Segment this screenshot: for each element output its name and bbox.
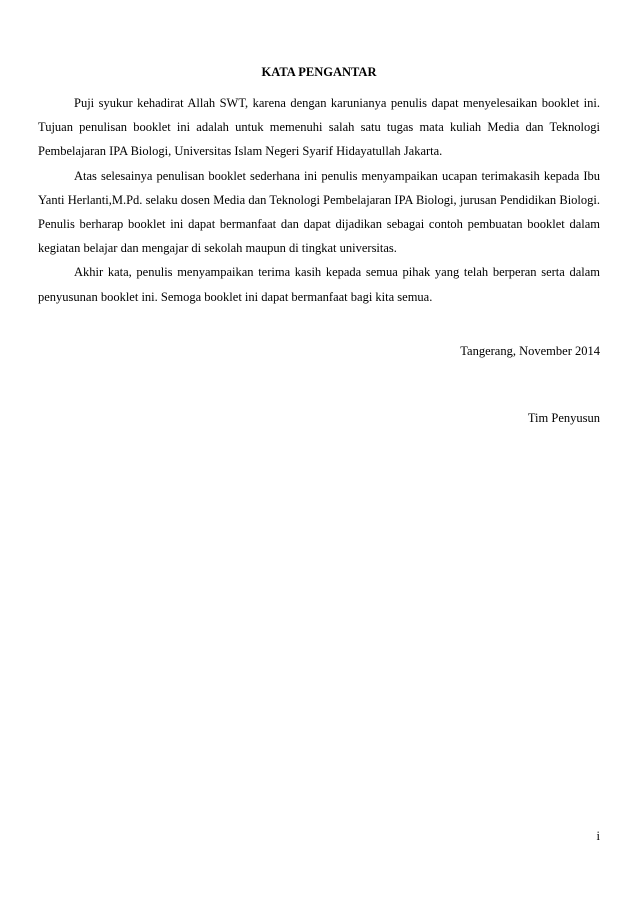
page-title: KATA PENGANTAR [261, 65, 377, 79]
body-text [38, 91, 600, 309]
paragraph-closing: Akhir kata, penulis menyampaikan terima kasih kepada semua pihak yang telah berperan serta dalam penyusunan booklet ini. Semoga booklet ini dapat bermanfaat bagi kita semua. [38, 265, 600, 304]
author-signature: Tim Penyusun [527, 411, 600, 425]
page-number: i [596, 829, 600, 843]
paragraph-acknowledgement: Atas selesainya penulisan booklet sederhana ini penulis menyampaikan ucapan terimakasih kepada Ibu Yanti Herlanti,M.Pd. selaku dosen Media dan Teknologi Pembelajaran IPA Biologi, jurusan Pendidikan Biologi. Penulis berharap booklet ini dapat bermanfaat dan dapat dijadikan sebagai contoh pembuatan booklet dalam kegiatan belajar dan mengajar di sekolah maupun di tingkat universitas. [38, 168, 600, 256]
place-date: Tangerang, November 2014 [460, 344, 600, 358]
paragraph-gratitude: Puji syukur kehadirat Allah SWT, karena dengan karunianya penulis dapat menyelesaikan booklet ini. Tujuan penulisan booklet ini adalah untuk memenuhi salah satu tugas mata kuliah Media dan Teknologi Pembelajaran IPA Biologi, Universitas Islam Negeri Syarif Hidayatullah Jakarta. [38, 96, 600, 159]
